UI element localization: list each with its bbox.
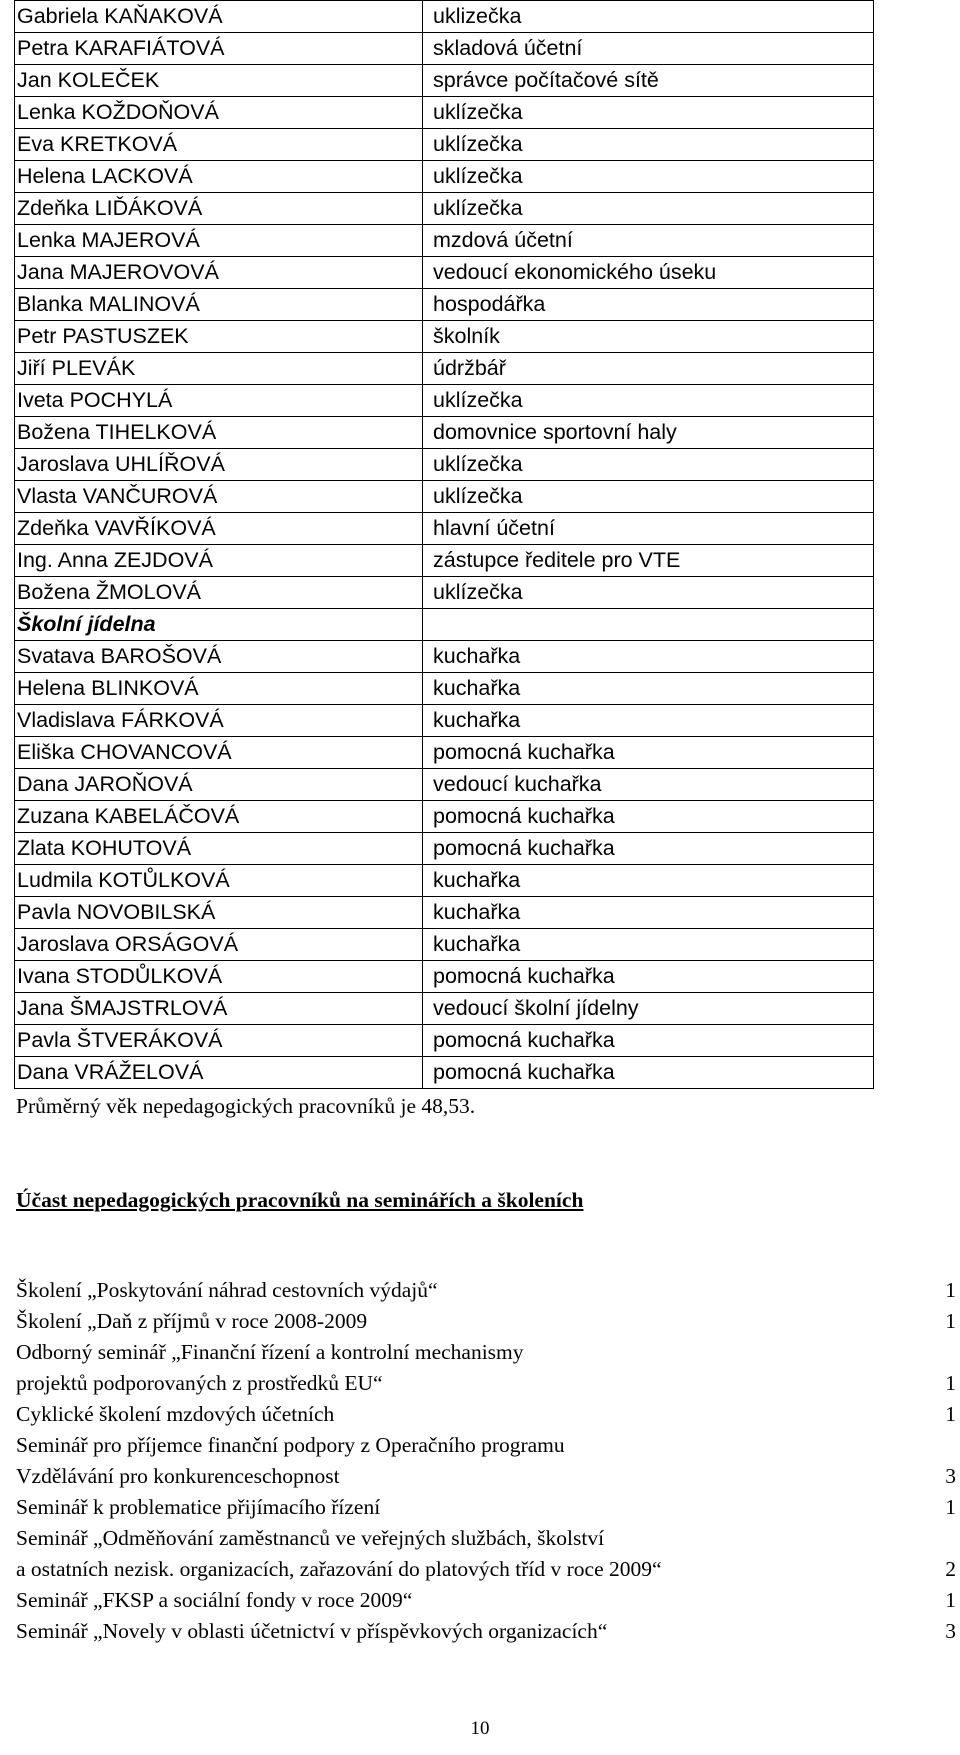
staff-role: vedoucí ekonomického úseku xyxy=(423,257,874,289)
staff-role: školník xyxy=(423,321,874,353)
staff-name: Jiří PLEVÁK xyxy=(15,353,423,385)
seminars-heading: Účast nepedagogických pracovníků na seminářích a školeních xyxy=(16,1188,584,1212)
staff-table-body xyxy=(15,1,874,1089)
seminar-count: 1 xyxy=(945,1371,956,1395)
staff-role: uklízečka xyxy=(423,481,874,513)
staff-name: Jaroslava ORSÁGOVÁ xyxy=(15,929,423,961)
staff-name: Pavla NOVOBILSKÁ xyxy=(15,897,423,929)
staff-role: hlavní účetní xyxy=(423,513,874,545)
staff-name: Helena BLINKOVÁ xyxy=(15,673,423,705)
staff-role: uklízečka xyxy=(423,577,874,609)
table-row xyxy=(15,33,874,65)
seminar-count: 2 xyxy=(945,1557,956,1581)
staff-role: zástupce ředitele pro VTE xyxy=(423,545,874,577)
staff-role: pomocná kuchařka xyxy=(423,1057,874,1089)
table-row xyxy=(15,673,874,705)
staff-name: Blanka MALINOVÁ xyxy=(15,289,423,321)
table-row xyxy=(15,513,874,545)
seminar-title: a ostatních nezisk. organizacích, zařazování do platových tříd v roce 2009“ xyxy=(16,1557,662,1581)
seminar-item xyxy=(16,1368,956,1399)
staff-role: skladová účetní xyxy=(423,33,874,65)
table-row xyxy=(15,161,874,193)
staff-name: Petr PASTUSZEK xyxy=(15,321,423,353)
staff-name: Ludmila KOTŮLKOVÁ xyxy=(15,865,423,897)
table-row xyxy=(15,1057,874,1089)
table-row xyxy=(15,481,874,513)
seminar-title: Seminář „FKSP a sociální fondy v roce 2009“ xyxy=(16,1588,413,1612)
staff-name: Eva KRETKOVÁ xyxy=(15,129,423,161)
staff-name: Božena ŽMOLOVÁ xyxy=(15,577,423,609)
table-row xyxy=(15,1025,874,1057)
staff-name: Dana VRÁŽELOVÁ xyxy=(15,1057,423,1089)
seminar-title: Školení „Daň z příjmů v roce 2008-2009 xyxy=(16,1309,368,1333)
staff-name: Helena LACKOVÁ xyxy=(15,161,423,193)
seminar-title: Seminář „Novely v oblasti účetnictví v příspěvkových organizacích“ xyxy=(16,1619,608,1643)
table-row xyxy=(15,65,874,97)
seminar-title: Školení „Poskytování náhrad cestovních výdajů“ xyxy=(16,1278,438,1302)
staff-name: Pavla ŠTVERÁKOVÁ xyxy=(15,1025,423,1057)
table-row xyxy=(15,545,874,577)
staff-name: Jana ŠMAJSTRLOVÁ xyxy=(15,993,423,1025)
table-row xyxy=(15,801,874,833)
staff-role: pomocná kuchařka xyxy=(423,801,874,833)
staff-name: Iveta POCHYLÁ xyxy=(15,385,423,417)
seminar-title: Cyklické školení mzdových účetních xyxy=(16,1402,335,1426)
table-row xyxy=(15,353,874,385)
seminar-title: Seminář „Odměňování zaměstnanců ve veřejných službách, školství xyxy=(16,1526,605,1550)
seminar-item xyxy=(16,1337,956,1368)
staff-role: pomocná kuchařka xyxy=(423,961,874,993)
table-row xyxy=(15,641,874,673)
table-row xyxy=(15,865,874,897)
staff-name: Gabriela KAŇAKOVÁ xyxy=(15,1,423,33)
staff-role: uklízečka xyxy=(423,129,874,161)
seminar-item xyxy=(16,1616,956,1647)
seminar-count: 3 xyxy=(945,1619,956,1643)
staff-name: Zlata KOHUTOVÁ xyxy=(15,833,423,865)
table-row xyxy=(15,129,874,161)
seminar-item xyxy=(16,1585,956,1616)
staff-role: kuchařka xyxy=(423,641,874,673)
seminar-title: Vzdělávání pro konkurenceschopnost xyxy=(16,1464,340,1488)
table-row xyxy=(15,961,874,993)
seminar-count: 1 xyxy=(945,1278,956,1302)
seminar-count: 3 xyxy=(945,1464,956,1488)
staff-name: Zdeňka VAVŘÍKOVÁ xyxy=(15,513,423,545)
seminar-count: 1 xyxy=(945,1495,956,1519)
staff-role: správce počítačové sítě xyxy=(423,65,874,97)
staff-name: Eliška CHOVANCOVÁ xyxy=(15,737,423,769)
table-row xyxy=(15,737,874,769)
staff-role: hospodářka xyxy=(423,289,874,321)
table-row xyxy=(15,833,874,865)
staff-role: domovnice sportovní haly xyxy=(423,417,874,449)
staff-role: kuchařka xyxy=(423,865,874,897)
staff-name: Jana MAJEROVOVÁ xyxy=(15,257,423,289)
staff-role: uklízečka xyxy=(423,193,874,225)
table-row xyxy=(15,769,874,801)
table-row xyxy=(15,577,874,609)
seminar-item xyxy=(16,1306,956,1337)
seminar-count: 1 xyxy=(945,1402,956,1426)
staff-name: Jaroslava UHLÍŘOVÁ xyxy=(15,449,423,481)
table-row xyxy=(15,705,874,737)
staff-name: Vladislava FÁRKOVÁ xyxy=(15,705,423,737)
table-row xyxy=(15,929,874,961)
staff-role: kuchařka xyxy=(423,897,874,929)
staff-name: Vlasta VANČUROVÁ xyxy=(15,481,423,513)
seminar-title: Odborný seminář „Finanční řízení a kontrolní mechanismy xyxy=(16,1340,524,1364)
seminar-title: projektů podporovaných z prostředků EU“ xyxy=(16,1371,383,1395)
seminar-item xyxy=(16,1399,956,1430)
staff-role: pomocná kuchařka xyxy=(423,1025,874,1057)
staff-role: uklízečka xyxy=(423,97,874,129)
seminar-item xyxy=(16,1430,956,1461)
staff-role: mzdová účetní xyxy=(423,225,874,257)
staff-table xyxy=(14,0,874,1089)
table-row xyxy=(15,193,874,225)
staff-role: vedoucí školní jídelny xyxy=(423,993,874,1025)
staff-role: kuchařka xyxy=(423,673,874,705)
table-row xyxy=(15,321,874,353)
page-number: 10 xyxy=(470,1718,490,1739)
section-label: Školní jídelna xyxy=(15,609,423,641)
table-row xyxy=(15,897,874,929)
table-row xyxy=(15,97,874,129)
seminar-count: 1 xyxy=(945,1309,956,1333)
staff-name: Božena TIHELKOVÁ xyxy=(15,417,423,449)
seminar-count: 1 xyxy=(945,1588,956,1612)
seminar-item xyxy=(16,1523,956,1554)
table-row xyxy=(15,289,874,321)
table-row xyxy=(15,993,874,1025)
staff-role: pomocná kuchařka xyxy=(423,737,874,769)
staff-role: vedoucí kuchařka xyxy=(423,769,874,801)
staff-role: uklizečka xyxy=(423,1,874,33)
staff-name: Petra KARAFIÁTOVÁ xyxy=(15,33,423,65)
table-row xyxy=(15,417,874,449)
section-row xyxy=(15,609,874,641)
staff-role: pomocná kuchařka xyxy=(423,833,874,865)
staff-role: kuchařka xyxy=(423,929,874,961)
staff-role: údržbář xyxy=(423,353,874,385)
seminar-item xyxy=(16,1492,956,1523)
table-row xyxy=(15,449,874,481)
staff-role: uklízečka xyxy=(423,385,874,417)
staff-role: uklízečka xyxy=(423,449,874,481)
staff-name: Lenka KOŽDOŇOVÁ xyxy=(15,97,423,129)
staff-name: Lenka MAJEROVÁ xyxy=(15,225,423,257)
section-empty-cell xyxy=(423,609,874,641)
staff-name: Ivana STODŮLKOVÁ xyxy=(15,961,423,993)
seminar-title: Seminář k problematice přijímacího řízení xyxy=(16,1495,381,1519)
staff-name: Svatava BAROŠOVÁ xyxy=(15,641,423,673)
staff-role: uklízečka xyxy=(423,161,874,193)
staff-name: Dana JAROŇOVÁ xyxy=(15,769,423,801)
seminar-item xyxy=(16,1461,956,1492)
table-row xyxy=(15,225,874,257)
table-row xyxy=(15,385,874,417)
average-age-note: Průměrný věk nepedagogických pracovníků je 48,53. xyxy=(16,1094,476,1118)
table-row xyxy=(15,257,874,289)
table-row xyxy=(15,1,874,33)
seminar-item xyxy=(16,1554,956,1585)
seminar-title: Seminář pro příjemce finanční podpory z Operačního programu xyxy=(16,1433,565,1457)
staff-name: Zuzana KABELÁČOVÁ xyxy=(15,801,423,833)
staff-name: Ing. Anna ZEJDOVÁ xyxy=(15,545,423,577)
staff-name: Zdeňka LIĎÁKOVÁ xyxy=(15,193,423,225)
staff-name: Jan KOLEČEK xyxy=(15,65,423,97)
staff-role: kuchařka xyxy=(423,705,874,737)
seminar-item xyxy=(16,1275,956,1306)
seminar-list xyxy=(16,1275,956,1647)
